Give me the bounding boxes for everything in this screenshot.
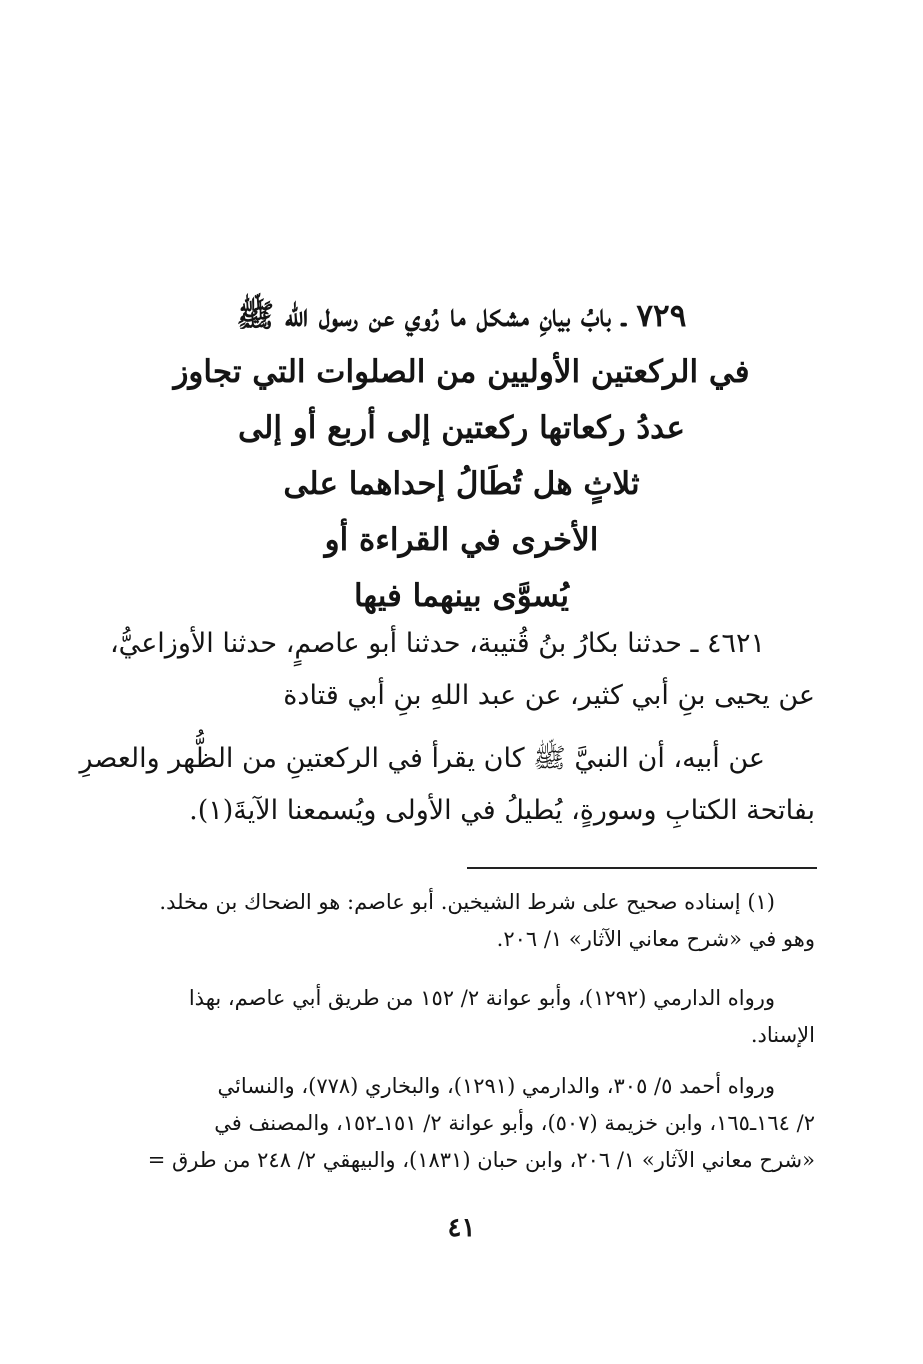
chapter-heading-line: الأخرى في القراءة أو: [324, 522, 599, 558]
chapter-heading-line: ثلاثٍ هل تُطَالُ إحداهما على: [283, 466, 640, 502]
footnote-1: [100, 884, 815, 958]
footnote-3: [100, 1068, 815, 1179]
footnote-line: ورواه الدارمي (١٢٩٢)، وأبو عوانة ٢/ ١٥٢ من طريق أبي عاصم، بهذا: [188, 986, 775, 1010]
footnote-line: ٢/ ١٦٤ـ١٦٥، وابن خزيمة (٥٠٧)، وأبو عوانة ٢/ ١٥١ـ١٥٢، والمصنف في: [214, 1111, 815, 1135]
hadith-text: [79, 733, 815, 837]
footnote-line: ورواه أحمد ٥/ ٣٠٥، والدارمي (١٢٩١)، والبخاري (٧٧٨)، والنسائي: [217, 1074, 775, 1098]
hadith-text-line: بفاتحة الكتابِ وسورةٍ، يُطيلُ في الأولى ويُسمعنا الآيةَ(١).: [189, 795, 815, 826]
hadith-chain: [105, 618, 815, 722]
footnote-line: وهو في «شرح معاني الآثار» ١/ ٢٠٦.: [496, 927, 815, 951]
chapter-heading-line: يُسوَّى بينهما فيها: [353, 578, 570, 614]
chapter-heading-line: ٧٢٩ ـ بابُ بيانِ مشكل ما رُوي عن رسول الله ﷺ: [236, 298, 687, 334]
hadith-chain-line: ٤٦٢١ ـ حدثنا بكارُ بنُ قُتيبة، حدثنا أبو عاصمٍ، حدثنا الأوزاعيُّ،: [109, 628, 765, 659]
hadith-text-line: عن أبيه، أن النبيَّ ﷺ كان يقرأ في الركعتينِ من الظُّهر والعصرِ: [79, 743, 765, 774]
footnote-2: [100, 980, 815, 1054]
chapter-heading: [100, 288, 823, 624]
chapter-heading-line: عددُ ركعاتها ركعتين إلى أربع أو إلى: [238, 410, 685, 446]
footnote-separator: [467, 867, 817, 869]
hadith-chain-line: عن يحيى بنِ أبي كثير، عن عبد اللهِ بنِ أبي قتادة: [283, 680, 815, 711]
footnote-line: «شرح معاني الآثار» ١/ ٢٠٦، وابن حبان (١٨٣١)، والبيهقي ٢/ ٢٤٨ من طرق =: [147, 1148, 815, 1172]
footnote-line: (١) إسناده صحيح على شرط الشيخين. أبو عاصم: هو الضحاك بن مخلد.: [159, 890, 775, 914]
footnote-line: الإسناد.: [750, 1023, 815, 1047]
page-number: ٤١: [447, 1213, 476, 1243]
chapter-heading-line: في الركعتين الأوليين من الصلوات التي تجاوز: [173, 354, 750, 390]
